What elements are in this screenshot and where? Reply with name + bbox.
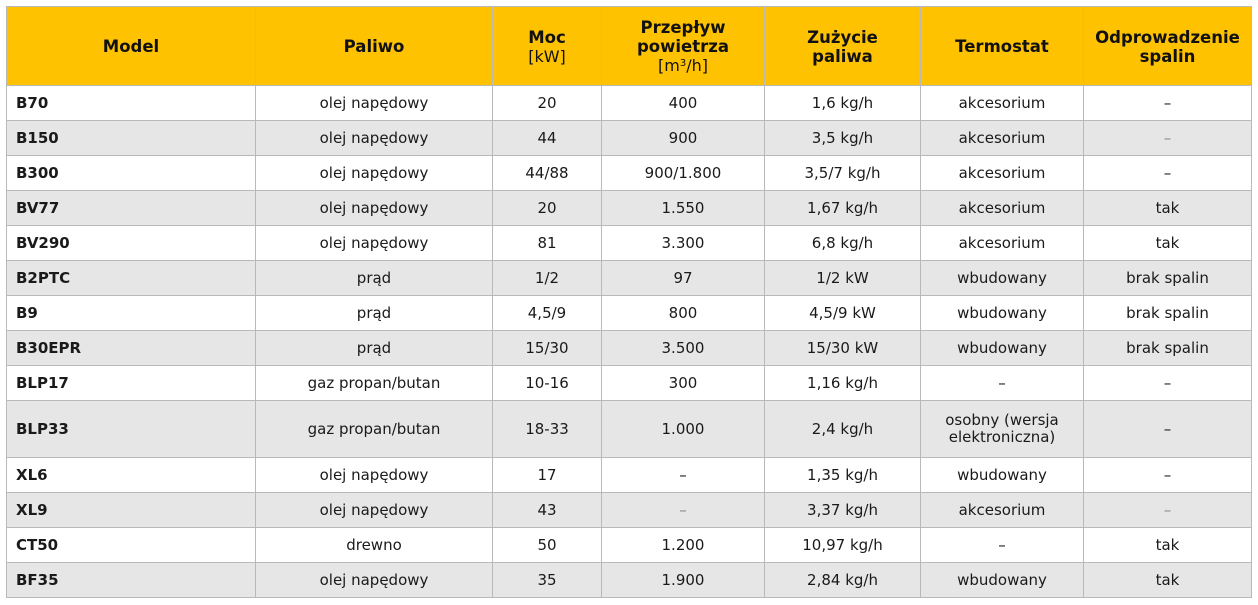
cell-fuel: prąd <box>256 261 493 296</box>
cell-power: 4,5/9 <box>493 296 602 331</box>
cell-model: BLP33 <box>7 401 256 458</box>
cell-thermostat: – <box>921 528 1084 563</box>
table-row <box>7 261 1252 296</box>
cell-consumption: 3,5/7 kg/h <box>765 156 921 191</box>
cell-exhaust: brak spalin <box>1084 296 1252 331</box>
cell-airflow: – <box>602 458 765 493</box>
header-power: Moc [kW] <box>493 7 602 86</box>
table-row <box>7 366 1252 401</box>
table-row <box>7 191 1252 226</box>
cell-consumption: 15/30 kW <box>765 331 921 366</box>
cell-thermostat: akcesorium <box>921 156 1084 191</box>
cell-power: 44 <box>493 121 602 156</box>
cell-fuel: olej napędowy <box>256 493 493 528</box>
cell-consumption: 3,37 kg/h <box>765 493 921 528</box>
cell-fuel: prąd <box>256 296 493 331</box>
table-row <box>7 296 1252 331</box>
cell-model: B300 <box>7 156 256 191</box>
header-model: Model <box>7 7 256 86</box>
table-row <box>7 401 1252 458</box>
cell-fuel: olej napędowy <box>256 226 493 261</box>
cell-airflow: 1.550 <box>602 191 765 226</box>
cell-model: BLP17 <box>7 366 256 401</box>
cell-airflow: 900/1.800 <box>602 156 765 191</box>
cell-exhaust: – <box>1084 86 1252 121</box>
cell-fuel: olej napędowy <box>256 563 493 598</box>
header-airflow-unit: $[m^3/h]$ <box>658 56 708 75</box>
cell-exhaust: tak <box>1084 226 1252 261</box>
cell-consumption: 2,84 kg/h <box>765 563 921 598</box>
cell-exhaust: tak <box>1084 563 1252 598</box>
cell-power: 50 <box>493 528 602 563</box>
cell-airflow: 1.000 <box>602 401 765 458</box>
table-row <box>7 528 1252 563</box>
cell-power: 20 <box>493 86 602 121</box>
header-consumption: Zużycie paliwa <box>765 7 921 86</box>
cell-power: 35 <box>493 563 602 598</box>
header-thermostat: Termostat <box>921 7 1084 86</box>
cell-airflow: 1.900 <box>602 563 765 598</box>
cell-thermostat: akcesorium <box>921 493 1084 528</box>
cell-power: 10-16 <box>493 366 602 401</box>
cell-consumption: 1,35 kg/h <box>765 458 921 493</box>
cell-thermostat: akcesorium <box>921 191 1084 226</box>
cell-exhaust: brak spalin <box>1084 261 1252 296</box>
cell-model: BV290 <box>7 226 256 261</box>
cell-model: B30EPR <box>7 331 256 366</box>
header-airflow: Przepływ powietrza $[m^3/h]$ <box>602 7 765 86</box>
cell-airflow: 1.200 <box>602 528 765 563</box>
cell-consumption: 1/2 kW <box>765 261 921 296</box>
cell-power: 81 <box>493 226 602 261</box>
cell-model: B2PTC <box>7 261 256 296</box>
cell-airflow: – <box>602 493 765 528</box>
cell-model: BF35 <box>7 563 256 598</box>
cell-thermostat: akcesorium <box>921 86 1084 121</box>
cell-exhaust: – <box>1084 401 1252 458</box>
heater-spec-table <box>6 6 1252 598</box>
cell-airflow: 800 <box>602 296 765 331</box>
cell-fuel: gaz propan/butan <box>256 366 493 401</box>
cell-exhaust: – <box>1084 366 1252 401</box>
cell-model: XL6 <box>7 458 256 493</box>
cell-exhaust: tak <box>1084 528 1252 563</box>
cell-power: 15/30 <box>493 331 602 366</box>
cell-airflow: 3.300 <box>602 226 765 261</box>
cell-thermostat: wbudowany <box>921 296 1084 331</box>
cell-thermostat: wbudowany <box>921 331 1084 366</box>
cell-airflow: 900 <box>602 121 765 156</box>
table-row <box>7 226 1252 261</box>
cell-exhaust: – <box>1084 493 1252 528</box>
cell-model: B70 <box>7 86 256 121</box>
cell-consumption: 2,4 kg/h <box>765 401 921 458</box>
cell-exhaust: – <box>1084 458 1252 493</box>
cell-thermostat: wbudowany <box>921 458 1084 493</box>
cell-fuel: olej napędowy <box>256 156 493 191</box>
cell-thermostat: wbudowany <box>921 563 1084 598</box>
cell-thermostat: wbudowany <box>921 261 1084 296</box>
cell-power: 44/88 <box>493 156 602 191</box>
cell-thermostat: akcesorium <box>921 226 1084 261</box>
cell-fuel: drewno <box>256 528 493 563</box>
cell-fuel: olej napędowy <box>256 86 493 121</box>
table-row <box>7 86 1252 121</box>
table-row <box>7 458 1252 493</box>
cell-power: 20 <box>493 191 602 226</box>
cell-power: 43 <box>493 493 602 528</box>
cell-exhaust: brak spalin <box>1084 331 1252 366</box>
cell-exhaust: – <box>1084 156 1252 191</box>
cell-fuel: olej napędowy <box>256 191 493 226</box>
cell-fuel: prąd <box>256 331 493 366</box>
cell-airflow: 300 <box>602 366 765 401</box>
cell-fuel: olej napędowy <box>256 458 493 493</box>
table-row <box>7 156 1252 191</box>
cell-consumption: 6,8 kg/h <box>765 226 921 261</box>
cell-thermostat: – <box>921 366 1084 401</box>
cell-power: 1/2 <box>493 261 602 296</box>
cell-power: 17 <box>493 458 602 493</box>
table-row <box>7 493 1252 528</box>
cell-consumption: 1,6 kg/h <box>765 86 921 121</box>
header-power-unit: [kW] <box>528 46 566 66</box>
cell-fuel: olej napędowy <box>256 121 493 156</box>
cell-model: XL9 <box>7 493 256 528</box>
cell-fuel: gaz propan/butan <box>256 401 493 458</box>
header-fuel: Paliwo <box>256 7 493 86</box>
cell-consumption: 10,97 kg/h <box>765 528 921 563</box>
cell-model: BV77 <box>7 191 256 226</box>
cell-thermostat: akcesorium <box>921 121 1084 156</box>
cell-consumption: 1,67 kg/h <box>765 191 921 226</box>
cell-consumption: 3,5 kg/h <box>765 121 921 156</box>
cell-airflow: 400 <box>602 86 765 121</box>
cell-thermostat: osobny (wersja elektroniczna) <box>921 401 1084 458</box>
header-row <box>7 7 1252 86</box>
cell-airflow: 3.500 <box>602 331 765 366</box>
cell-consumption: 1,16 kg/h <box>765 366 921 401</box>
table-row <box>7 331 1252 366</box>
cell-model: B150 <box>7 121 256 156</box>
cell-airflow: 97 <box>602 261 765 296</box>
cell-exhaust: tak <box>1084 191 1252 226</box>
table-row <box>7 563 1252 598</box>
cell-power: 18-33 <box>493 401 602 458</box>
cell-model: B9 <box>7 296 256 331</box>
table-row <box>7 121 1252 156</box>
cell-exhaust: – <box>1084 121 1252 156</box>
heater-spec-table-wrapper <box>6 6 1252 598</box>
cell-consumption: 4,5/9 kW <box>765 296 921 331</box>
header-exhaust: Odprowadzenie spalin <box>1084 7 1252 86</box>
cell-model: CT50 <box>7 528 256 563</box>
